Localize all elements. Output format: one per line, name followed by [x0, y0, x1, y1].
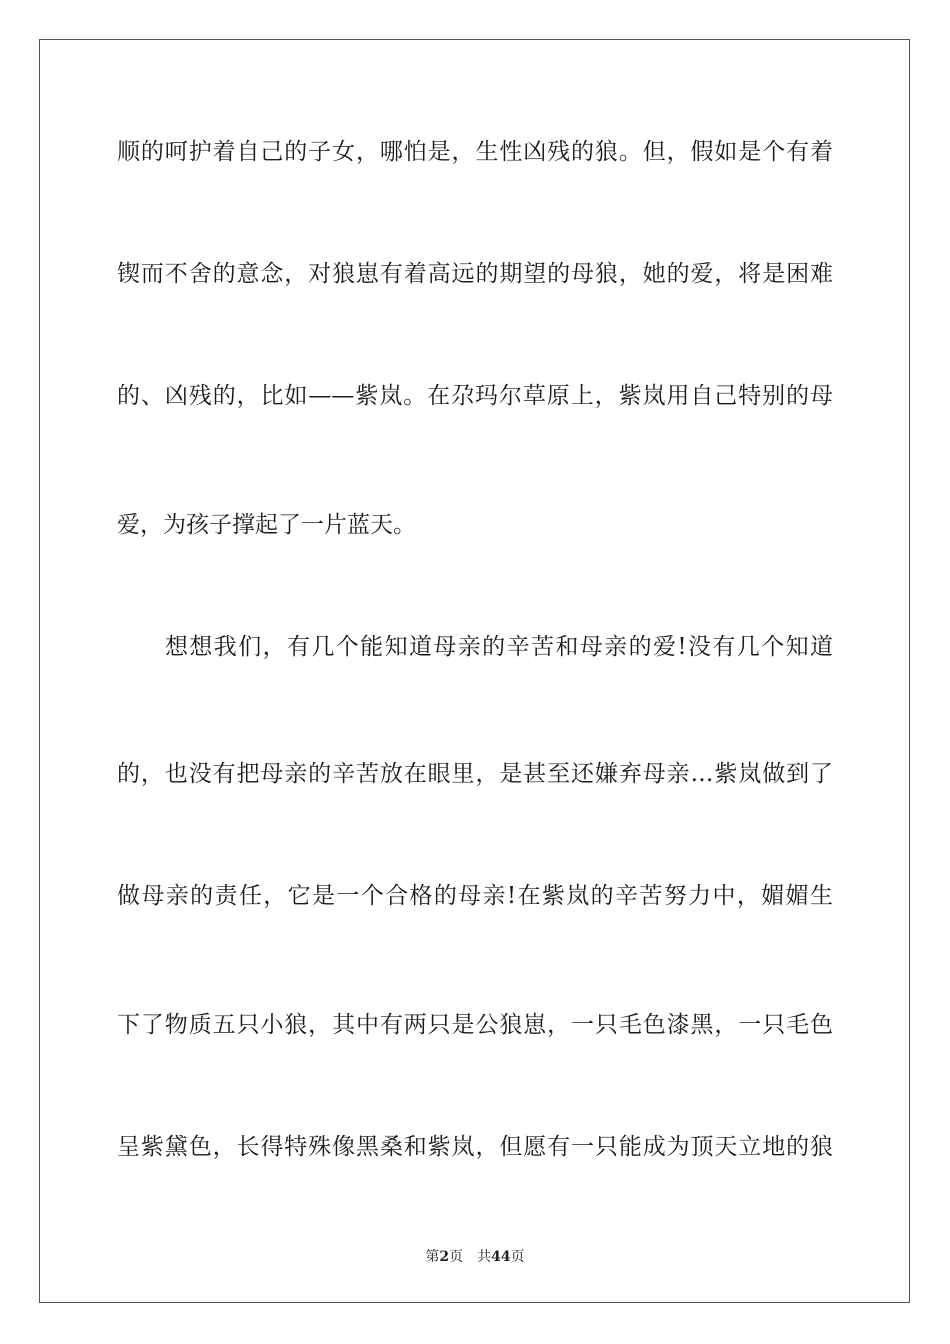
- paragraph-first-line: 想想我们，有几个能知道母亲的辛苦和母亲的爱!没有几个知道: [165, 634, 833, 660]
- page-footer: [0, 1248, 950, 1266]
- total-suffix: 页: [510, 1249, 525, 1265]
- total-prefix: 共: [477, 1249, 492, 1265]
- text-line: 顺的呵护着自己的子女，哪怕是，生性凶残的狼。但，假如是个有着: [117, 139, 833, 165]
- text-line: 的，也没有把母亲的辛苦放在眼里，是甚至还嫌弃母亲…紫岚做到了: [117, 761, 833, 787]
- text-line: 呈紫黛色，长得特殊像黑桑和紫岚，但愿有一只能成为顶天立地的狼: [117, 1134, 833, 1160]
- text-line: 下了物质五只小狼，其中有两只是公狼崽，一只毛色漆黑，一只毛色: [117, 1012, 833, 1038]
- page-prefix: 第: [425, 1249, 440, 1265]
- page-suffix: 页: [449, 1249, 464, 1265]
- total-pages: 44: [491, 1249, 511, 1265]
- text-line: 的、凶残的，比如——紫岚。在尕玛尔草原上，紫岚用自己特别的母: [117, 383, 833, 409]
- text-line: 做母亲的责任，它是一个合格的母亲!在紫岚的辛苦努力中，媚媚生: [117, 883, 833, 909]
- page-number: 2: [439, 1249, 450, 1265]
- text-line: 爱，为孩子撑起了一片蓝天。: [117, 512, 416, 538]
- text-line: 锲而不舍的意念，对狼崽有着高远的期望的母狼，她的爱，将是困难: [117, 261, 833, 287]
- page-border: [39, 39, 910, 1303]
